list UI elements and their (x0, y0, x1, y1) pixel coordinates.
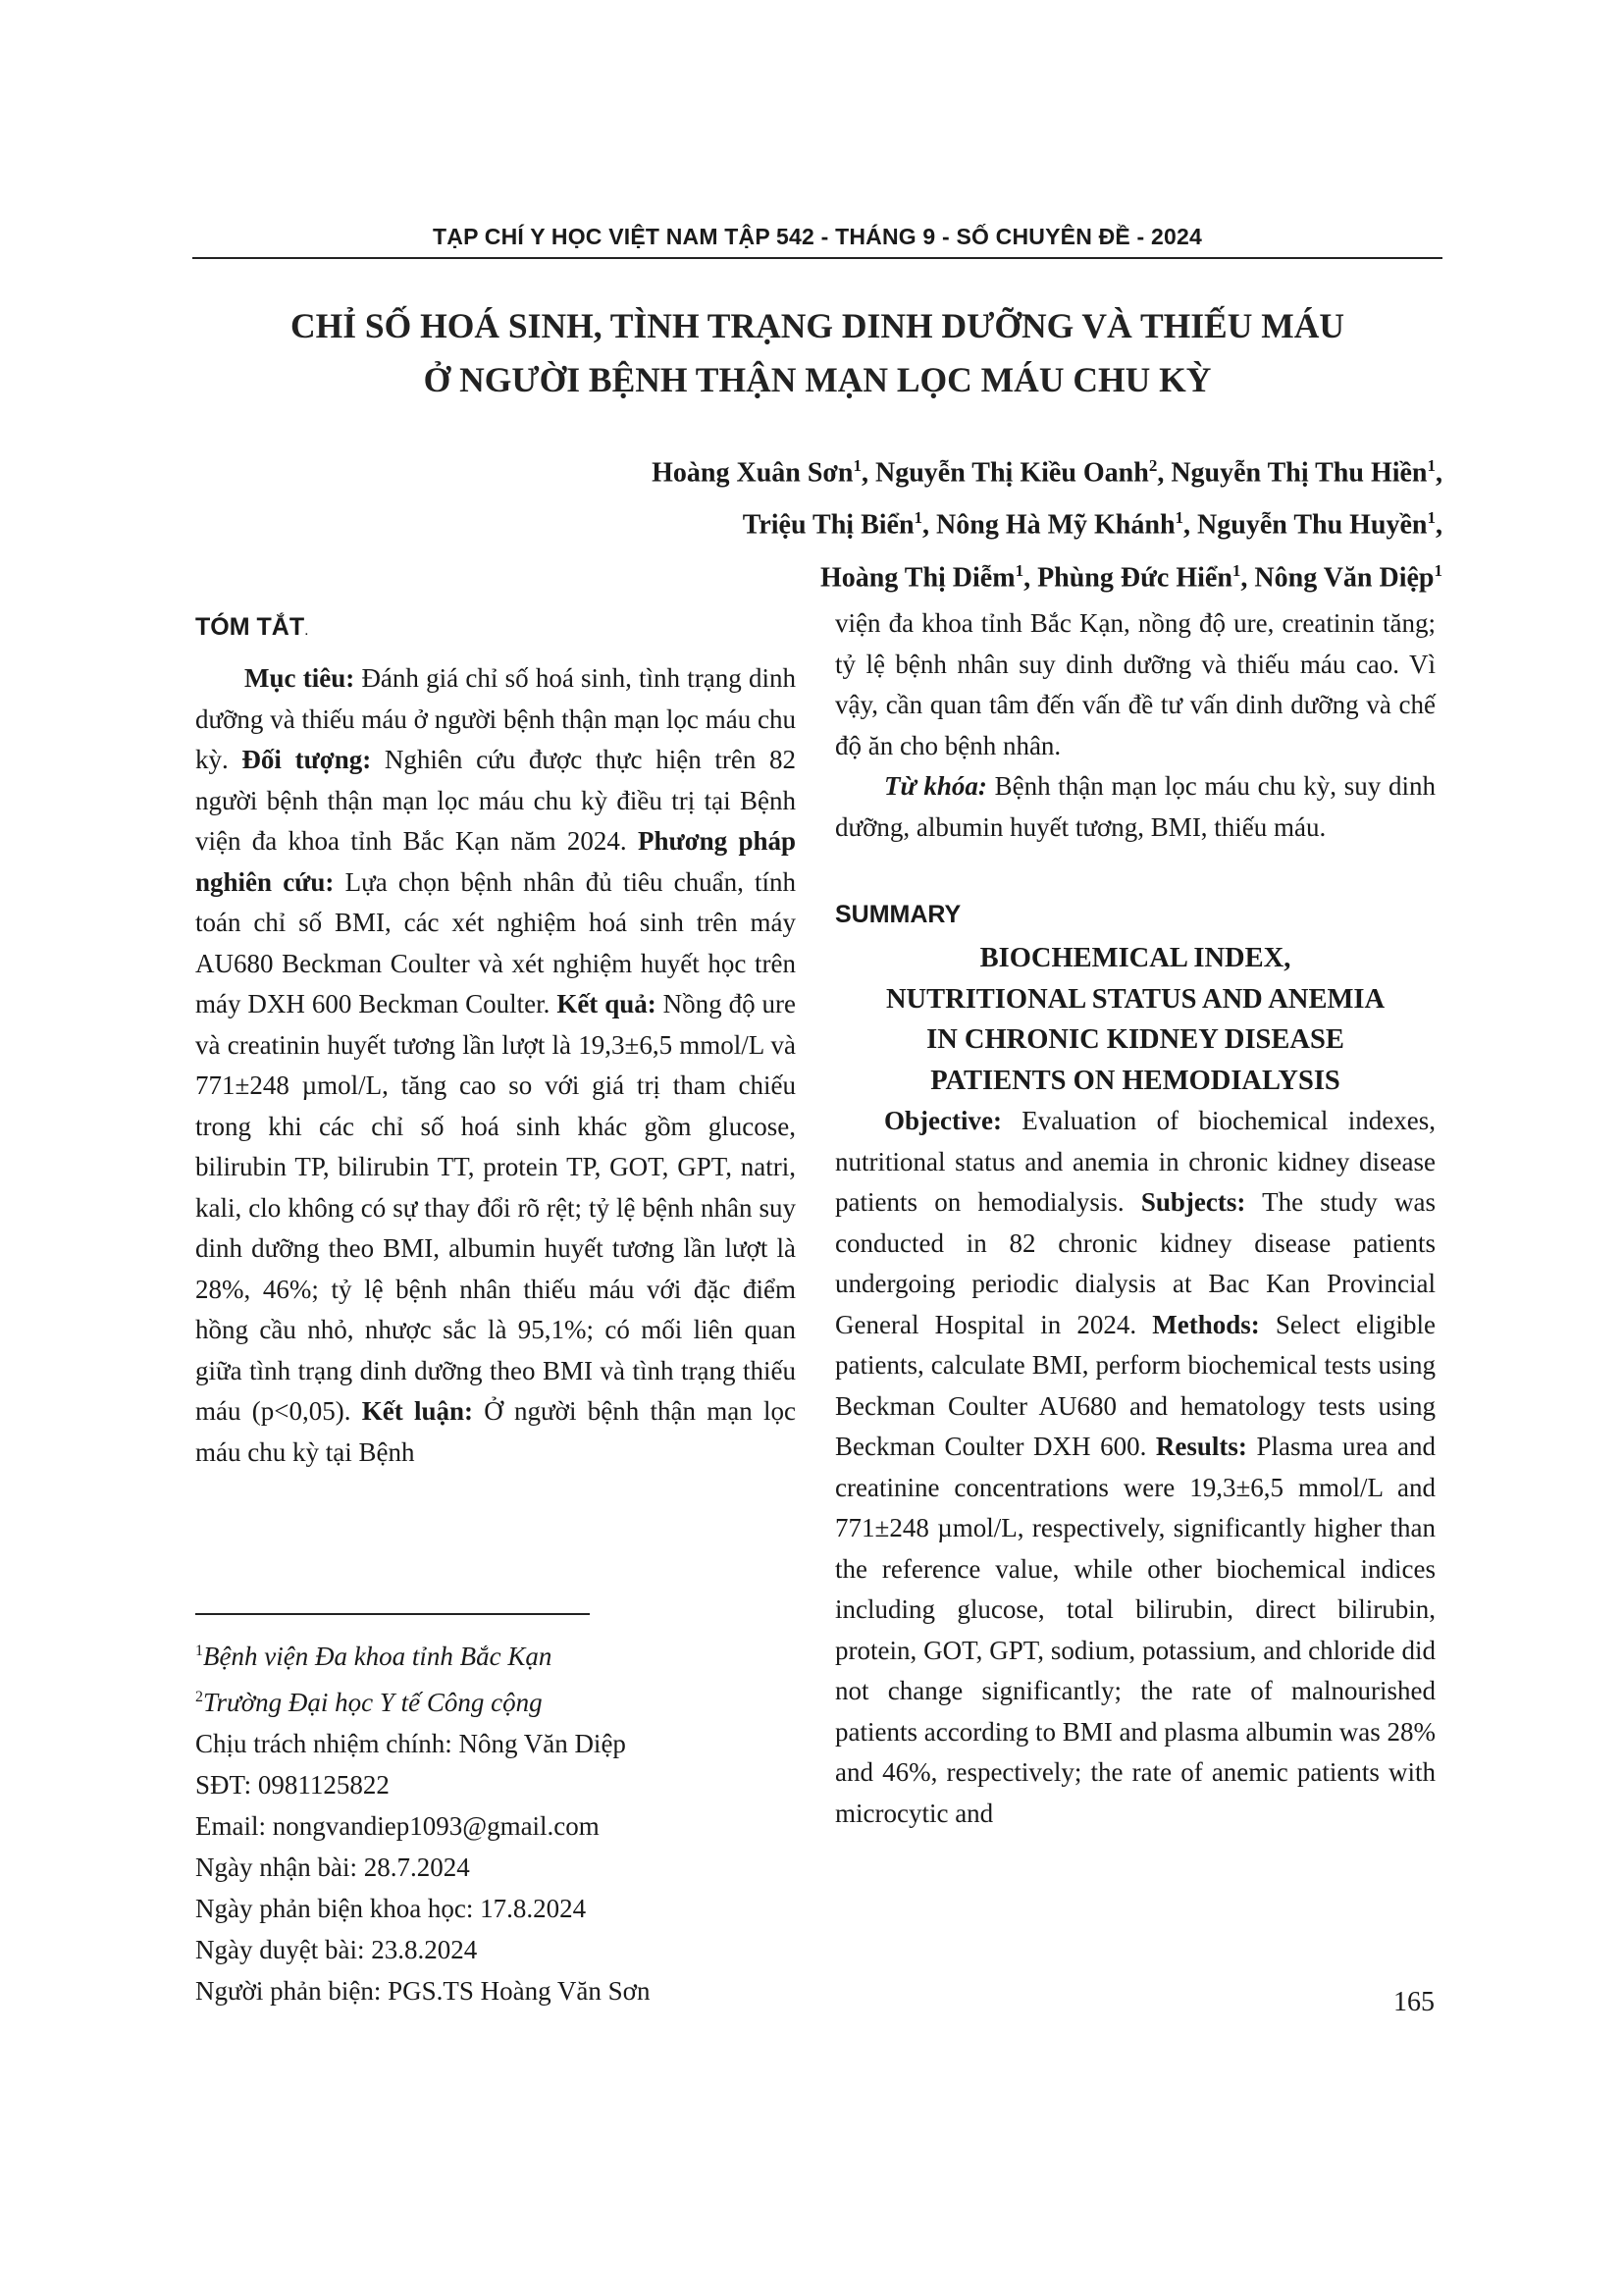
author-separator: , (862, 457, 869, 489)
author-name: Hoàng Xuân Sơn (652, 457, 854, 489)
en-results-label: Results: (1155, 1432, 1247, 1461)
email: Email: nongvandiep1093@gmail.com (195, 1811, 600, 1841)
author-affiliation-sup: 1 (1427, 456, 1436, 475)
methods-text: Lựa chọn bệnh nhân đủ tiêu chuẩn, tính toán chỉ số BMI, các xét nghiệm hoá sinh trên máy AU680 Beckman Coulter và xét nghiệm huyết học trên máy DXH 600 Beckman Coulter. (195, 866, 796, 1018)
affiliation-2-text: Trường Đại học Y tế Công cộng (203, 1688, 543, 1717)
conclusion-text-part-1: Ở người bệnh thận mạn lọc máu chu kỳ tại Bệnh (195, 1396, 796, 1467)
en-methods-text: Select eligible patients, calculate BMI, perform biochemical tests using Beckman Coulter AU680 and hematology tests using Beckman Coulter DXH 600. (835, 1309, 1436, 1461)
author-separator: , (1183, 509, 1191, 541)
left-column (195, 603, 796, 1473)
subjects-text: Nghiên cứu được thực hiện trên 82 người bệnh thận mạn lọc máu chu kỳ điều trị tại Bệnh viện đa khoa tỉnh Bắc Kạn năm 2024. (195, 745, 797, 856)
en-title-line: PATIENTS ON HEMODIALYSIS (930, 1065, 1340, 1096)
keywords-text: Bệnh thận mạn lọc máu chu kỳ, suy dinh dưỡng, albumin huyết tương, BMI, thiếu máu. (835, 771, 1436, 842)
author-affiliation-sup: 1 (1231, 560, 1241, 580)
author-list (363, 444, 1442, 600)
affiliation-1-text: Bệnh viện Đa khoa tỉnh Bắc Kạn (203, 1642, 552, 1671)
author-line-1 (363, 444, 1442, 496)
affiliation-1-sup: 1 (195, 1643, 203, 1659)
objective-label: Mục tiêu: (244, 663, 355, 693)
author-separator: , (1240, 561, 1248, 593)
abstract-en-paragraph (835, 1101, 1436, 1834)
author-line-3 (363, 548, 1442, 600)
author-name: Nguyễn Thị Kiều Oanh (875, 457, 1149, 489)
en-objective-label: Objective: (884, 1106, 1002, 1135)
author-affiliation-sup: 1 (1427, 508, 1436, 528)
abstract-vi-paragraph (195, 658, 796, 1473)
author-name: Nông Hà Mỹ Khánh (936, 509, 1176, 541)
footnotes (195, 1631, 823, 2011)
page-number: 165 (1393, 1987, 1435, 2017)
en-subjects-label: Subjects: (1140, 1187, 1246, 1217)
en-title-line: IN CHRONIC KIDNEY DISEASE (926, 1024, 1344, 1055)
author-name: Hoàng Thị Diễm (819, 561, 1016, 593)
affiliation-2-sup: 2 (195, 1689, 203, 1705)
en-objective-text: Evaluation of biochemical indexes, nutritional status and anemia in chronic kidney disease patients on hemodialysis. (835, 1106, 1436, 1217)
conclusion-label: Kết luận: (361, 1396, 474, 1426)
accepted-date: Ngày duyệt bài: 23.8.2024 (195, 1935, 478, 1964)
phone: SĐT: 0981125822 (195, 1770, 390, 1800)
author-affiliation-sup: 1 (1434, 560, 1442, 580)
header-rule (192, 257, 1442, 259)
affiliation-1 (195, 1631, 823, 1677)
author-affiliation-sup: 1 (1175, 508, 1184, 528)
summary-vi-heading-text: TÓM TẮT (195, 613, 305, 641)
author-separator: , (1157, 457, 1165, 489)
methods-label: Phương pháp nghiên cứu: (195, 826, 797, 897)
objective-text: Đánh giá chỉ số hoá sinh, tình trạng dinh dưỡng và thiếu máu ở người bệnh thận mạn lọc máu chu kỳ. (195, 663, 796, 774)
author-name: Nguyễn Thị Thu Hiền (1171, 457, 1428, 489)
author-separator: , (1436, 509, 1442, 541)
journal-header: TẠP CHÍ Y HỌC VIỆT NAM TẬP 542 - THÁNG 9 - SỐ CHUYÊN ĐỀ - 2024 (433, 224, 1202, 249)
author-separator: , (922, 509, 930, 541)
author-name: Nông Văn Diệp (1254, 561, 1435, 593)
article-title-line-1: CHỈ SỐ HOÁ SINH, TÌNH TRẠNG DINH DƯỠNG VÀ THIẾU MÁU (289, 306, 1345, 345)
summary-en-heading: SUMMARY (835, 901, 962, 928)
right-column (835, 603, 1436, 1834)
reviewer: Người phản biện: PGS.TS Hoàng Văn Sơn (195, 1976, 651, 2006)
en-subjects-text: The study was conducted in 82 chronic kidney disease patients undergoing periodic dialysis at Bac Kan Provincial General Hospital in 2024. (835, 1187, 1436, 1339)
author-name: Triệu Thị Biển (742, 509, 915, 541)
keywords-label: Từ khóa: (884, 771, 987, 801)
footnote-rule (195, 1613, 590, 1615)
review-date: Ngày phản biện khoa học: 17.8.2024 (195, 1894, 587, 1923)
author-affiliation-sup: 1 (914, 508, 923, 528)
summary-vi-heading (195, 603, 796, 651)
received-date: Ngày nhận bài: 28.7.2024 (195, 1852, 470, 1882)
author-affiliation-sup: 2 (1148, 456, 1158, 475)
subjects-label: Đối tượng: (241, 745, 372, 774)
keywords-paragraph (835, 766, 1436, 848)
article-title (192, 299, 1442, 407)
author-affiliation-sup: 1 (1015, 560, 1024, 580)
author-separator: , (1023, 561, 1031, 593)
affiliation-2 (195, 1677, 823, 1723)
en-methods-label: Methods: (1152, 1309, 1260, 1339)
author-name: Phùng Đức Hiển (1037, 561, 1232, 593)
corresponding-author: Chịu trách nhiệm chính: Nông Văn Diệp (195, 1729, 626, 1758)
author-affiliation-sup: 1 (853, 456, 863, 475)
results-label: Kết quả: (556, 989, 656, 1018)
author-line-2 (363, 496, 1442, 548)
en-title-line: NUTRITIONAL STATUS AND ANEMIA (885, 983, 1386, 1015)
conclusion-continued: viện đa khoa tỉnh Bắc Kạn, nồng độ ure, creatinin tăng; tỷ lệ bệnh nhân suy dinh dưỡng và thiếu máu cao. Vì vậy, cần quan tâm đến vấn đề tư vấn dinh dưỡng và chế độ ăn cho bệnh nhân. (835, 608, 1436, 760)
summary-vi-heading-dot: . (304, 622, 309, 639)
en-results-text: Plasma urea and creatinine concentrations were 19,3±6,5 mmol/L and 771±248 µmol/L, respectively, significantly higher than the reference value, while other biochemical indices including glucose, total bilirubin, direct bilirubin, protein, GOT, GPT, sodium, potassium, and chloride did not change significantly; the rate of malnourished patients according to BMI and plasma albumin was 28% and 46%, respectively; the rate of anemic patients with microcytic and (835, 1432, 1436, 1828)
en-title-line: BIOCHEMICAL INDEX, (979, 943, 1291, 973)
author-separator: , (1436, 457, 1442, 489)
results-text: Nồng độ ure và creatinin huyết tương lần lượt là 19,3±6,5 mmol/L và 771±248 µmol/L, tăng cao so với giá trị tham chiếu trong khi các chỉ số hoá sinh khác gồm glucose, bilirubin TP, bilirubin TT, protein TP, GOT, GPT, natri, kali, clo không có sự thay đổi rõ rệt; tỷ lệ bệnh nhân suy dinh dưỡng theo BMI, albumin huyết tương lần lượt là 28%, 46%; tỷ lệ bệnh nhân thiếu máu với đặc điểm hồng cầu nhỏ, nhược sắc là 95,1%; có mối liên quan giữa tình trạng dinh dưỡng theo BMI và tình trạng thiếu máu (p<0,05). (195, 989, 796, 1426)
article-title-line-2: Ở NGƯỜI BỆNH THẬN MẠN LỌC MÁU CHU KỲ (423, 360, 1212, 399)
author-name: Nguyễn Thu Huyền (1197, 509, 1428, 541)
